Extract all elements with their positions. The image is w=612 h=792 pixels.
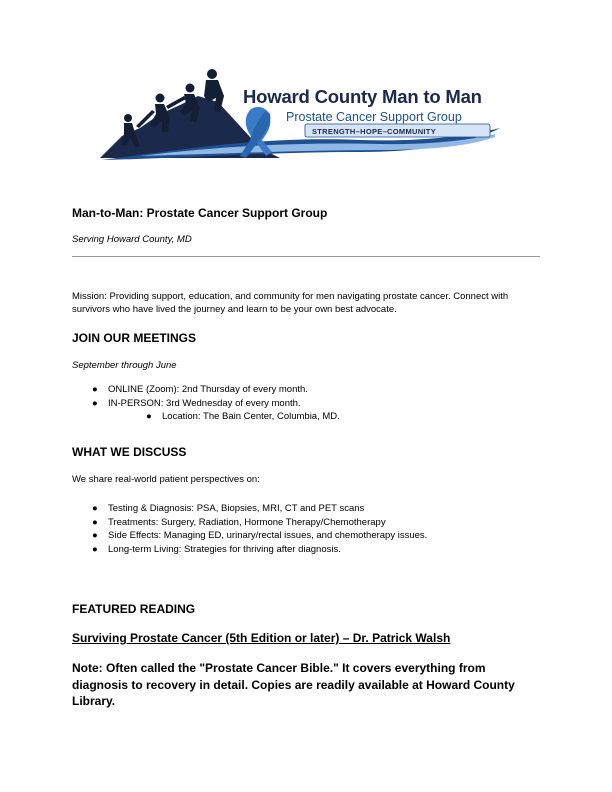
list-item: ● Long-term Living: Strategies for thriving after diagnosis.	[92, 543, 341, 555]
list-item: ● ONLINE (Zoom): 2nd Thursday of every month.	[92, 384, 308, 395]
discuss-heading: WHAT WE DISCUSS	[72, 445, 187, 459]
mission-statement: Mission: Providing support, education, and community for men navigating prostate cancer. Connect with survivors who have lived the journey and learn to be your own best advocate.	[72, 291, 509, 315]
logo-tagline: STRENGTH–HOPE–COMMUNITY	[312, 127, 436, 136]
document-subtitle: Serving Howard County, MD	[72, 234, 192, 245]
reading-note: Note: Often called the "Prostate Cancer Bible." It covers everything from diagnosis to recovery in detail. Copies are readily available at Howard County Library.	[72, 661, 515, 708]
document-title: Man-to-Man: Prostate Cancer Support Group	[72, 206, 328, 220]
meetings-list	[92, 383, 308, 410]
reading-heading: FEATURED READING	[72, 602, 196, 616]
meetings-sublist	[146, 410, 340, 424]
list-item: ● Location: The Bain Center, Columbia, MD.	[146, 411, 340, 422]
logo-subtitle: Prostate Cancer Support Group	[286, 110, 462, 124]
list-item: ● IN-PERSON: 3rd Wednesday of every month.	[92, 397, 301, 409]
discuss-intro: We share real-world patient perspectives on:	[72, 474, 260, 485]
list-item-text: Treatments: Surgery, Radiation, Hormone Therapy/Chemotherapy	[108, 516, 386, 528]
meetings-schedule: September through June	[72, 360, 177, 371]
list-item-text: Long-term Living: Strategies for thriving after diagnosis.	[108, 543, 341, 555]
discuss-list	[92, 502, 428, 556]
featured-book-title: Surviving Prostate Cancer (5th Edition or later) – Dr. Patrick Walsh	[72, 631, 451, 645]
list-item-text: Testing & Diagnosis: PSA, Biopsies, MRI, CT and PET scans	[108, 503, 365, 514]
list-item-text: IN-PERSON: 3rd Wednesday of every month.	[108, 397, 301, 409]
list-item-text: ONLINE (Zoom): 2nd Thursday of every month.	[108, 384, 308, 395]
list-item: ● Testing & Diagnosis: PSA, Biopsies, MRI, CT and PET scans	[92, 503, 365, 514]
logo-title: Howard County Man to Man	[243, 86, 482, 107]
group-logo	[100, 66, 505, 164]
list-item-text: Side Effects: Managing ED, urinary/rectal issues, and chemotherapy issues.	[108, 530, 428, 541]
list-item: ● Side Effects: Managing ED, urinary/rectal issues, and chemotherapy issues.	[92, 530, 428, 541]
divider	[72, 256, 540, 257]
list-item-text: Location: The Bain Center, Columbia, MD.	[162, 411, 340, 422]
list-item: ● Treatments: Surgery, Radiation, Hormone Therapy/Chemotherapy	[92, 516, 386, 528]
meetings-heading: JOIN OUR MEETINGS	[72, 331, 197, 345]
